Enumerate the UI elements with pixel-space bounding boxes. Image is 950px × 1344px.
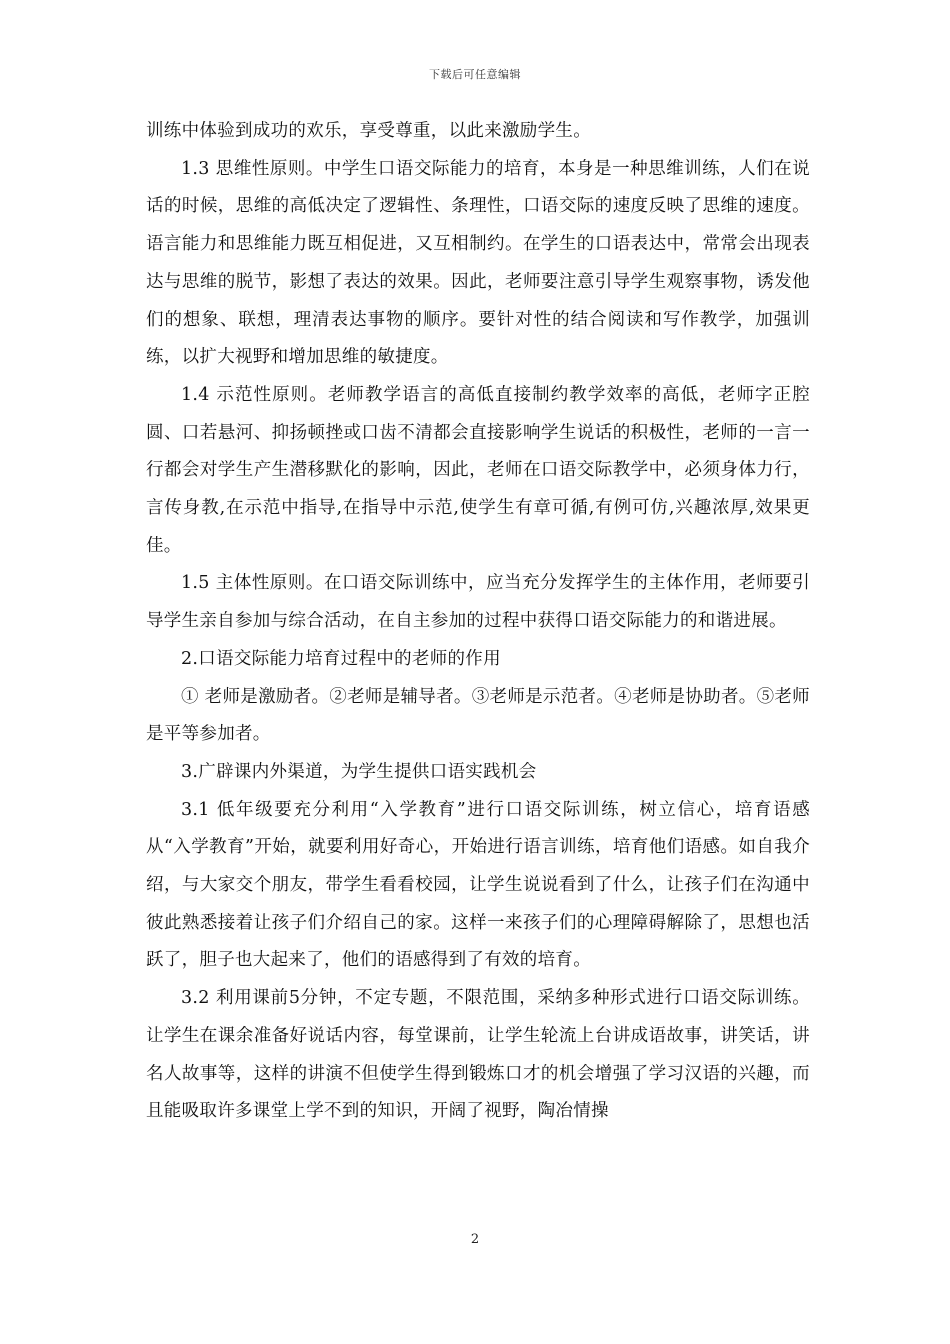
page-header: 下载后可任意编辑 bbox=[429, 68, 521, 81]
paragraph: 3.2 利用课前5分钟，不定专题，不限范围，采纳多种形式进行口语交际训练。让学生在课余准备好说话内容，每堂课前，让学生轮流上台讲成语故事，讲笑话，讲名人故事等，这样的讲演不但使学生得到锻炼口才的机会增强了学习汉语的兴趣，而且能吸取许多课堂上学不到的知识，开阔了视野，陶冶情操 bbox=[146, 988, 810, 1122]
section-heading: 2.口语交际能力培育过程中的老师的作用 bbox=[181, 648, 501, 669]
paragraph: 3.1 低年级要充分利用“入学教育”进行口语交际训练，树立信心，培育语感 从“入学教育”开始，就要利用好奇心，开始进行语言训练，培育他们语感。如自我介绍，与大家交个朋友，带学生看看校园，让学生说说看到了什么，让孩子们在沟通中彼此熟悉接着让孩子们介绍自己的家。这样一来孩子们的心理障碍解除了，思想也活跃了，胆子也大起来了，他们的语感得到了有效的培育。 bbox=[146, 799, 810, 971]
paragraph: 1.3 思维性原则。中学生口语交际能力的培育，本身是一种思维训练，人们在说话的时候，思维的高低决定了逻辑性、条理性，口语交际的速度反映了思维的速度。语言能力和思维能力既互相促进，又互相制约。在学生的口语表达中，常常会出现表达与思维的脱节，影想了表达的效果。因此，老师要注意引导学生观察事物，诱发他们的想象、联想，理清表达事物的顺序。要针对性的结合阅读和写作教学，加强训练，以扩大视野和增加思维的敏捷度。 bbox=[146, 158, 810, 368]
paragraph: 1.4 示范性原则。老师教学语言的高低直接制约教学效率的高低，老师字正腔圆、口若悬河、抑扬顿挫或口齿不清都会直接影响学生说话的积极性，老师的一言一行都会对学生产生潜移默化的影响，因此，老师在口语交际教学中，必须身体力行，言传身教,在示范中指导,在指导中示范,使学生有章可循,有例可仿,兴趣浓厚,效果更佳。 bbox=[146, 384, 810, 556]
paragraph: 训练中体验到成功的欢乐，享受尊重，以此来激励学生。 bbox=[146, 121, 591, 141]
document-body bbox=[146, 113, 810, 1131]
section-heading: 3.广辟课内外渠道，为学生提供口语实践机会 bbox=[181, 761, 537, 782]
paragraph: ① 老师是激励者。②老师是辅导者。③老师是示范者。④老师是协助者。⑤老师是平等参加者。 bbox=[146, 686, 810, 745]
paragraph: 1.5 主体性原则。在口语交际训练中，应当充分发挥学生的主体作用，老师要引导学生亲自参加与综合活动，在自主参加的过程中获得口语交际能力的和谐进展。 bbox=[146, 573, 810, 632]
page-number: 2 bbox=[470, 1232, 480, 1247]
